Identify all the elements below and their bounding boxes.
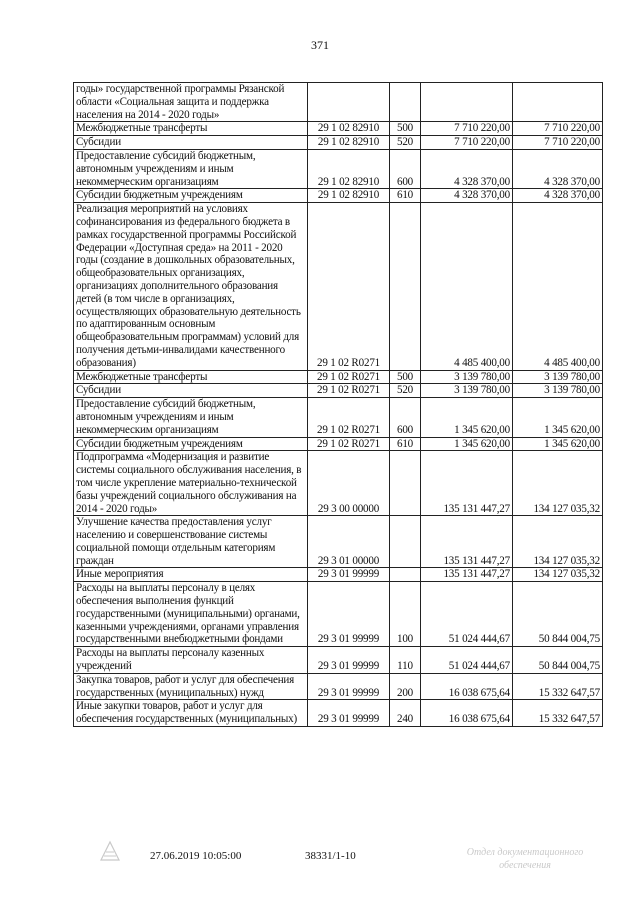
row-amount-b-cell: 4 328 370,00 (513, 189, 603, 203)
table-row (74, 700, 603, 727)
row-amount-a-cell: 16 038 675,64 (421, 673, 513, 700)
row-amount-a-cell: 3 139 780,00 (421, 370, 513, 384)
row-name-cell: Подпрограмма «Модернизация и развитие системы социального обслуживания населения, в том числе укрепление материально-технической базы учреждений социального обслуживания на 2014 - 2020 годы» (74, 451, 308, 516)
row-code-cell: 29 1 02 R0271 (308, 203, 390, 370)
row-expense-type-cell: 110 (390, 647, 421, 674)
budget-table (73, 82, 603, 727)
table-row (74, 398, 603, 437)
table-row (74, 582, 603, 647)
row-code-cell: 29 3 01 99999 (308, 582, 390, 647)
row-code-cell: 29 3 01 99999 (308, 700, 390, 727)
row-amount-a-cell: 4 328 370,00 (421, 189, 513, 203)
table-row (74, 149, 603, 188)
footer-doc-number: 38331/1-10 (305, 850, 356, 862)
row-code-cell: 29 1 02 R0271 (308, 384, 390, 398)
row-amount-a-cell: 51 024 444,67 (421, 582, 513, 647)
page-footer (0, 846, 640, 876)
row-name-cell: Межбюджетные трансферты (74, 370, 308, 384)
row-code-cell: 29 1 02 82910 (308, 136, 390, 150)
row-expense-type-cell: 610 (390, 189, 421, 203)
row-amount-b-cell: 134 127 035,32 (513, 516, 603, 568)
row-amount-b-cell: 15 332 647,57 (513, 700, 603, 727)
row-amount-b-cell: 7 710 220,00 (513, 136, 603, 150)
row-amount-a-cell: 16 038 675,64 (421, 700, 513, 727)
table-row (74, 384, 603, 398)
table-row (74, 516, 603, 568)
row-code-cell: 29 3 01 00000 (308, 516, 390, 568)
row-expense-type-cell: 500 (390, 370, 421, 384)
row-name-cell: Реализация мероприятий на условиях софинансирования из федерального бюджета в рамках государственной программы Российской Федерации «Доступная среда» на 2011 - 2020 годы (создание в дошкольных образовательных, общеобразовательных организациях, организациях дополнительного образования детей (в том числе в организациях, осуществляющих образовательную деятельность по адаптированным основным общеобразовательным программам) условий для получения детьми-инвалидами качественного образования) (74, 203, 308, 370)
row-amount-b-cell: 3 139 780,00 (513, 384, 603, 398)
table-row (74, 83, 603, 122)
row-amount-b-cell: 4 328 370,00 (513, 149, 603, 188)
row-name-cell: Расходы на выплаты персоналу казенных учреждений (74, 647, 308, 674)
row-expense-type-cell (390, 516, 421, 568)
table-row (74, 136, 603, 150)
row-code-cell: 29 3 01 99999 (308, 568, 390, 582)
row-amount-b-cell: 50 844 004,75 (513, 647, 603, 674)
watermark-stamp: Отдел документационного обеспечения (466, 847, 584, 871)
row-amount-b-cell: 3 139 780,00 (513, 370, 603, 384)
table-row (74, 451, 603, 516)
footer-datetime: 27.06.2019 10:05:00 (150, 850, 242, 862)
row-code-cell: 29 1 02 82910 (308, 122, 390, 136)
row-amount-a-cell: 7 710 220,00 (421, 136, 513, 150)
row-amount-b-cell: 50 844 004,75 (513, 582, 603, 647)
row-code-cell: 29 3 01 99999 (308, 647, 390, 674)
row-amount-a-cell: 4 328 370,00 (421, 149, 513, 188)
row-name-cell: Предоставление субсидий бюджетным, автономным учреждениям и иным некоммерческим организациям (74, 398, 308, 437)
row-amount-a-cell: 3 139 780,00 (421, 384, 513, 398)
row-amount-a-cell: 51 024 444,67 (421, 647, 513, 674)
row-expense-type-cell: 240 (390, 700, 421, 727)
row-code-cell: 29 1 02 R0271 (308, 437, 390, 451)
row-expense-type-cell: 500 (390, 122, 421, 136)
row-expense-type-cell: 100 (390, 582, 421, 647)
row-name-cell: Межбюджетные трансферты (74, 122, 308, 136)
row-expense-type-cell: 610 (390, 437, 421, 451)
row-amount-a-cell: 135 131 447,27 (421, 516, 513, 568)
row-amount-a-cell: 1 345 620,00 (421, 398, 513, 437)
row-amount-a-cell: 1 345 620,00 (421, 437, 513, 451)
row-amount-a-cell: 4 485 400,00 (421, 203, 513, 370)
table-row (74, 370, 603, 384)
row-expense-type-cell: 600 (390, 149, 421, 188)
row-expense-type-cell: 200 (390, 673, 421, 700)
table-row (74, 437, 603, 451)
row-code-cell (308, 83, 390, 122)
table-row (74, 189, 603, 203)
row-amount-b-cell: 7 710 220,00 (513, 122, 603, 136)
row-name-cell: Субсидии (74, 384, 308, 398)
row-expense-type-cell: 520 (390, 384, 421, 398)
row-code-cell: 29 1 02 R0271 (308, 398, 390, 437)
row-amount-b-cell: 134 127 035,32 (513, 451, 603, 516)
row-code-cell: 29 1 02 R0271 (308, 370, 390, 384)
row-expense-type-cell: 600 (390, 398, 421, 437)
row-name-cell: Расходы на выплаты персоналу в целях обеспечения выполнения функций государственными (муниципальными) органами, казенными учреждениями, органами управления государственными внебюджетными фондами (74, 582, 308, 647)
row-name-cell: Субсидии (74, 136, 308, 150)
row-expense-type-cell: 520 (390, 136, 421, 150)
row-name-cell: Иные закупки товаров, работ и услуг для обеспечения государственных (муниципальных) (74, 700, 308, 727)
row-name-cell: Субсидии бюджетным учреждениям (74, 437, 308, 451)
row-amount-a-cell: 135 131 447,27 (421, 568, 513, 582)
table-row (74, 647, 603, 674)
table-row (74, 673, 603, 700)
row-name-cell: Закупка товаров, работ и услуг для обеспечения государственных (муниципальных) нужд (74, 673, 308, 700)
row-expense-type-cell (390, 203, 421, 370)
row-amount-b-cell: 4 485 400,00 (513, 203, 603, 370)
row-amount-b-cell (513, 83, 603, 122)
row-amount-a-cell: 7 710 220,00 (421, 122, 513, 136)
row-code-cell: 29 3 01 99999 (308, 673, 390, 700)
budget-table-body (74, 83, 603, 727)
row-name-cell: Предоставление субсидий бюджетным, автономным учреждениям и иным некоммерческим организациям (74, 149, 308, 188)
row-code-cell: 29 3 00 00000 (308, 451, 390, 516)
row-code-cell: 29 1 02 82910 (308, 149, 390, 188)
row-name-cell: Иные мероприятия (74, 568, 308, 582)
row-amount-a-cell: 135 131 447,27 (421, 451, 513, 516)
page-number: 371 (311, 38, 329, 52)
row-name-cell: Улучшение качества предоставления услуг населению и совершенствование системы социальной помощи отдельным категориям граждан (74, 516, 308, 568)
row-amount-a-cell (421, 83, 513, 122)
table-row (74, 568, 603, 582)
row-expense-type-cell (390, 83, 421, 122)
stamp-icon (97, 838, 123, 864)
row-amount-b-cell: 15 332 647,57 (513, 673, 603, 700)
row-expense-type-cell (390, 568, 421, 582)
row-code-cell: 29 1 02 82910 (308, 189, 390, 203)
row-name-cell: годы» государственной программы Рязанской области «Социальная защита и поддержка населения на 2014 - 2020 годы» (74, 83, 308, 122)
table-row (74, 122, 603, 136)
row-amount-b-cell: 1 345 620,00 (513, 437, 603, 451)
row-expense-type-cell (390, 451, 421, 516)
row-amount-b-cell: 134 127 035,32 (513, 568, 603, 582)
row-amount-b-cell: 1 345 620,00 (513, 398, 603, 437)
table-row (74, 203, 603, 370)
row-name-cell: Субсидии бюджетным учреждениям (74, 189, 308, 203)
